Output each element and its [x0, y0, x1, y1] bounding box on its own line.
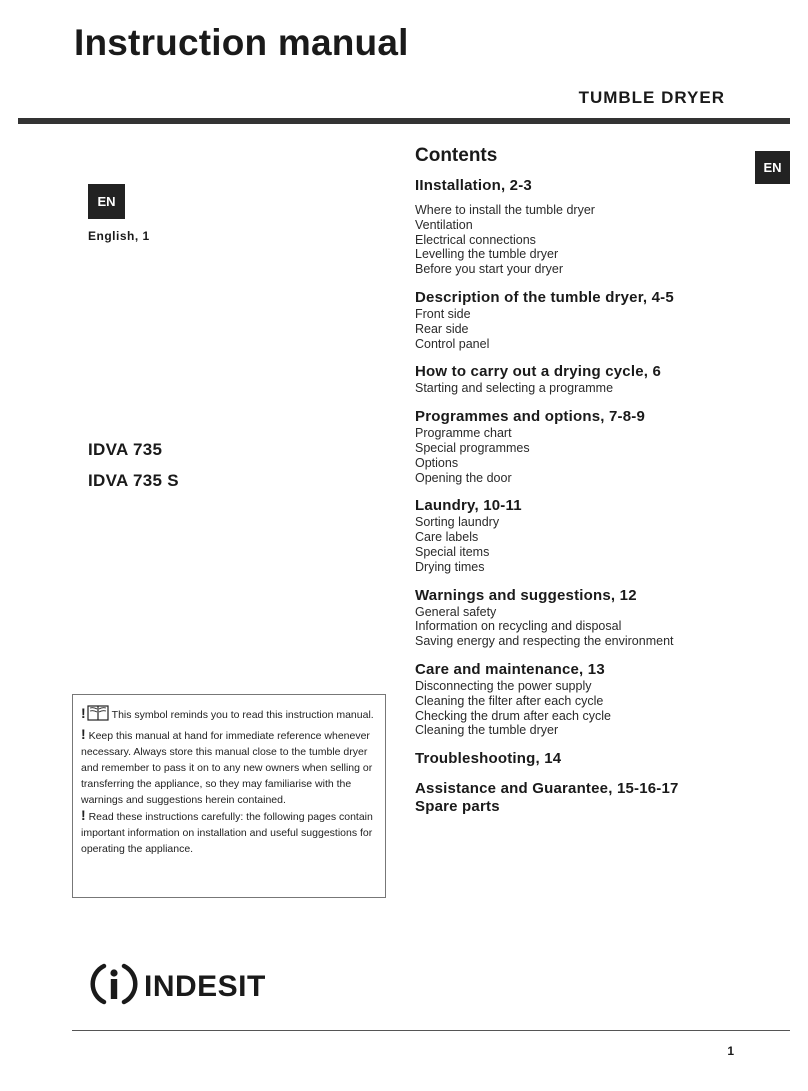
toc-section-troubleshooting [415, 750, 785, 768]
notice-text: Keep this manual at hand for immediate reference whenever necessary. Always store this manual close to the tumble dryer and remember to pass it on to any new owners when selling or transferring the appliance, so they may familiarise with the warnings and suggestions herein contained. [81, 729, 373, 806]
language-index[interactable]: English, 1 [88, 229, 150, 243]
toc-item: Electrical connections [415, 232, 536, 247]
model-name: IDVA 735 S [88, 471, 179, 490]
toc-item: Control panel [415, 336, 490, 351]
toc-section-drying-cycle [415, 363, 785, 396]
toc-item: Levelling the tumble dryer [415, 247, 559, 262]
toc-section-title[interactable]: Warnings and suggestions, 12 [415, 586, 637, 604]
toc-item: Cleaning the filter after each cycle [415, 693, 604, 708]
product-type: TUMBLE DRYER [578, 88, 725, 107]
toc-item: Special programmes [415, 440, 530, 455]
toc-item: Programme chart [415, 426, 512, 441]
toc-section-title[interactable]: Assistance and Guarantee, 15-16-17 [415, 780, 679, 798]
toc-item: Drying times [415, 559, 485, 574]
toc-section-title[interactable]: Troubleshooting, 14 [415, 750, 562, 768]
toc-section-warnings [415, 587, 785, 649]
toc-item: Disconnecting the power supply [415, 678, 592, 693]
toc-section-title[interactable]: Spare parts [415, 798, 500, 816]
toc-item: Where to install the tumble dryer [415, 203, 595, 217]
side-language-tab: EN [755, 151, 790, 184]
toc-item: Care labels [415, 530, 479, 545]
toc-section-programmes [415, 408, 785, 485]
toc-section-care [415, 661, 785, 738]
toc-item: Information on recycling and disposal [415, 619, 622, 634]
header-divider [18, 118, 790, 124]
toc-item: Ventilation [415, 217, 473, 232]
toc-item: Special items [415, 544, 490, 559]
toc-item: General safety [415, 604, 497, 619]
toc-item: Sorting laundry [415, 515, 500, 530]
page-title: Instruction manual [74, 22, 409, 63]
notice-paragraph [81, 705, 377, 727]
reading-notice-box [72, 694, 386, 898]
toc-item: Rear side [415, 321, 469, 336]
indesit-logo-icon [90, 960, 138, 1013]
toc-item: Starting and selecting a programme [415, 381, 614, 396]
toc-section-title[interactable]: IInstallation, 2-3 [415, 177, 532, 194]
toc-item: Cleaning the tumble dryer [415, 723, 559, 738]
toc-section-description [415, 289, 785, 351]
toc-item: Saving energy and respecting the environment [415, 634, 674, 649]
toc-section-title[interactable]: How to carry out a drying cycle, 6 [415, 363, 662, 381]
footer-divider [72, 1030, 790, 1031]
open-book-icon [87, 705, 109, 727]
notice-paragraph [81, 808, 377, 858]
brand-logo [90, 960, 266, 1013]
toc-section-title[interactable]: Laundry, 10-11 [415, 497, 522, 515]
model-name: IDVA 735 [88, 440, 163, 459]
toc-section-laundry [415, 497, 785, 574]
toc-item: Options [415, 455, 459, 470]
exclamation-mark: ! [81, 807, 86, 824]
language-badge: EN [88, 184, 125, 219]
toc-section-assistance [415, 780, 785, 816]
toc-section-title[interactable]: Care and maintenance, 13 [415, 660, 605, 678]
toc-item: Front side [415, 306, 471, 321]
page-number: 1 [727, 1044, 734, 1058]
toc-item: Before you start your dryer [415, 262, 563, 277]
toc-item: Opening the door [415, 470, 512, 485]
exclamation-mark: ! [81, 725, 86, 742]
table-of-contents [415, 145, 785, 825]
toc-item: Checking the drum after each cycle [415, 708, 611, 723]
toc-section-title[interactable]: Programmes and options, 7-8-9 [415, 408, 646, 426]
brand-name: INDESIT [144, 969, 266, 1003]
notice-paragraph [81, 727, 377, 809]
notice-text: Read these instructions carefully: the following pages contain important information on installation and useful suggestions for operating the appliance. [81, 811, 373, 856]
toc-section-title[interactable]: Description of the tumble dryer, 4-5 [415, 288, 674, 306]
exclamation-mark: ! [81, 705, 86, 721]
notice-text: This symbol reminds you to read this instruction manual. [111, 709, 374, 721]
toc-section-installation [415, 177, 785, 277]
contents-heading: Contents [415, 145, 498, 166]
